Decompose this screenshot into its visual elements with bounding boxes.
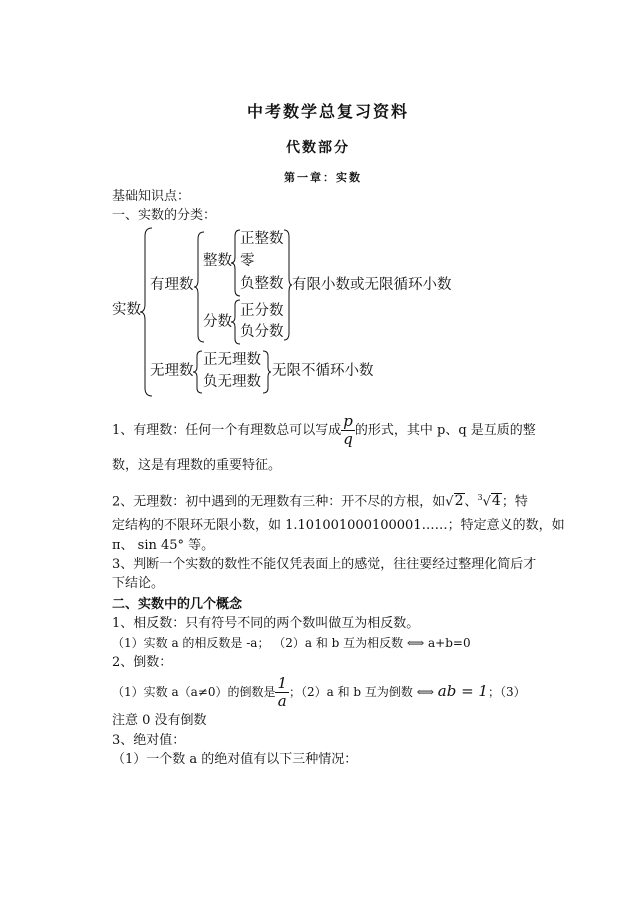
node-rational: 有理数 (150, 277, 194, 293)
fraction-p-over-q (341, 413, 355, 448)
reciprocal-heading: 2、倒数： (112, 655, 173, 670)
node-negative-integer: 负整数 (240, 276, 284, 292)
reciprocal-text-a: （1）实数 a（a≠0）的倒数是 (112, 685, 276, 699)
reciprocal-line (112, 672, 526, 711)
p3-text-a: 3、判断一个实数的数性不能仅凭表面上的感觉，往往要经过整理化简后才 (112, 557, 537, 572)
node-integer: 整数 (203, 253, 232, 269)
brace-rational-right (284, 230, 292, 340)
fraction-denominator: a (275, 692, 289, 710)
reciprocal-equation: ab = 1 (437, 682, 488, 700)
irrational-note: 无限不循环小数 (272, 363, 374, 379)
p2-text-d: π、 sin 45° 等。 (112, 538, 215, 553)
node-real: 实数 (112, 302, 141, 318)
paragraph-irrational: 2、无理数：初中遇到的无理数有三种：开不尽的方根，如√2、$^3$√4；特 (112, 493, 528, 510)
node-positive-irrational: 正无理数 (203, 352, 261, 368)
p1-text-b: 的形式，其中 p、q 是互质的整 (354, 423, 536, 438)
rational-note: 有限小数或无限循环小数 (292, 277, 452, 293)
p2-text-a: 2、无理数：初中遇到的无理数有三种：开不尽的方根，如 (112, 494, 446, 510)
fraction-numerator: 1 (277, 674, 287, 692)
brace-irrational (193, 351, 203, 393)
page-title: 中考数学总复习资料 (247, 102, 410, 121)
page-subtitle: 代数部分 (286, 140, 350, 156)
node-negative-fraction: 负分数 (240, 324, 284, 340)
cbrt-index: 3 (477, 493, 483, 502)
p3-text-b: 下结论。 (112, 576, 165, 591)
section1-heading: 一、实数的分类： (112, 208, 217, 223)
fraction-one-over-a (275, 675, 289, 710)
node-irrational: 无理数 (150, 363, 194, 379)
chapter-title: 第一章：实数 (284, 171, 362, 184)
p2-text-c: 定结构的不限环无限小数，如 1.101001000100001……；特定意义的数，如 (112, 518, 565, 533)
opposite-heading: 1、相反数：只有符号不同的两个数叫做互为相反数。 (112, 616, 420, 631)
fraction-numerator: p (343, 412, 353, 430)
node-positive-integer: 正整数 (240, 231, 284, 247)
opposite-line: （1）实数 a 的相反数是 -a； （2）a 和 b 互为相反数 ⟺ a+b=0 (112, 636, 471, 650)
reciprocal-note: 注意 0 没有倒数 (112, 713, 207, 728)
absolute-line: （1）一个数 a 的绝对值有以下三种情况： (112, 752, 358, 767)
node-negative-irrational: 负无理数 (203, 374, 261, 390)
node-fraction: 分数 (203, 314, 232, 330)
brace-irrational-right (263, 351, 271, 393)
p2-text-b: ；特 (501, 494, 528, 510)
p1-text-c: 数，这是有理数的重要特征。 (112, 458, 282, 473)
fraction-denominator: q (343, 430, 353, 448)
absolute-heading: 3、绝对值： (112, 733, 186, 748)
section2-heading: 二、实数中的几个概念 (112, 597, 243, 612)
node-positive-fraction: 正分数 (240, 303, 284, 319)
paragraph-rational (112, 412, 536, 450)
p1-text-a: 1、有理数：任何一个有理数总可以写成 (112, 423, 342, 438)
cbrt-radicand: 4 (491, 493, 501, 510)
node-zero: 零 (240, 253, 255, 269)
sqrt-radicand: 2 (454, 493, 464, 510)
reciprocal-text-c: ；（3） (487, 685, 526, 699)
p2-sep: 、 (464, 494, 478, 510)
basic-heading: 基础知识点： (112, 189, 191, 204)
reciprocal-text-b: ；（2）a 和 b 互为倒数 ⟺ (289, 685, 438, 699)
